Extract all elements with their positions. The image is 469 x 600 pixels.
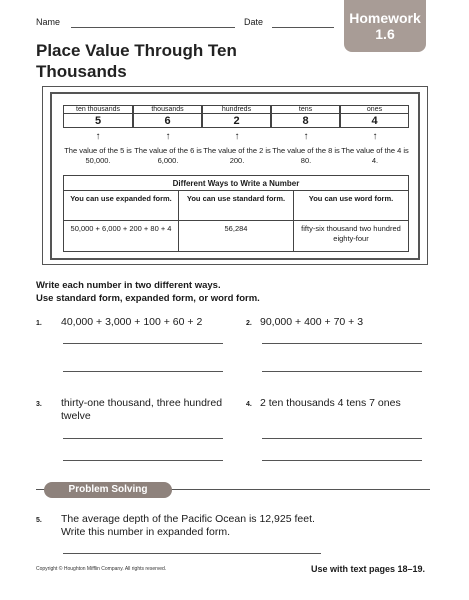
pv-digit-thousands: 6	[133, 114, 202, 128]
pv-header-ones: ones	[340, 105, 409, 114]
pv-digit-hundreds: 2	[202, 114, 271, 128]
pv-header-thousands: thousands	[133, 105, 202, 114]
up-arrow-icon: ↑	[95, 131, 101, 142]
problem-1-text: 40,000 + 3,000 + 100 + 60 + 2	[61, 316, 203, 328]
problem-1-answer-line-2[interactable]	[63, 371, 223, 372]
problem-solving-label: Problem Solving	[44, 482, 172, 498]
problem-1-answer-line-1[interactable]	[63, 343, 223, 344]
problem-2-text: 90,000 + 400 + 70 + 3	[260, 316, 364, 328]
ways-table-header-row	[64, 191, 408, 221]
ways-header-word: You can use word form.	[294, 191, 408, 221]
problem-2-answer-line-2[interactable]	[262, 371, 422, 372]
ways-header-standard: You can use standard form.	[179, 191, 294, 221]
page-title-line2: Thousands	[36, 62, 127, 81]
problem-5-answer-line[interactable]	[63, 553, 321, 554]
pv-note-ones: The value of the 4 is 4.	[341, 146, 409, 165]
pv-header-ten-thousands: ten thousands	[63, 105, 133, 114]
instructions-line2: Use standard form, expanded form, or word form.	[36, 293, 260, 304]
ways-to-write-table	[63, 175, 409, 252]
use-with-pages: Use with text pages 18–19.	[311, 564, 426, 574]
up-arrow-icon: ↑	[303, 131, 309, 142]
ways-table-title: Different Ways to Write a Number	[64, 176, 408, 191]
pv-note-ten-thousands: The value of the 5 is 50,000.	[64, 146, 132, 165]
ways-value-standard: 56,284	[179, 221, 294, 251]
problem-2-answer-line-1[interactable]	[262, 343, 422, 344]
name-label: Name	[36, 17, 61, 27]
pv-digit-ten-thousands: 5	[63, 114, 133, 128]
page-title	[36, 40, 336, 82]
ways-value-expanded: 50,000 + 6,000 + 200 + 80 + 4	[64, 221, 179, 251]
problem-3-answer-line-2[interactable]	[63, 460, 223, 461]
problem-5-text	[61, 513, 315, 539]
problem-3-text-line2: twelve	[61, 410, 91, 422]
instructions	[36, 279, 260, 305]
up-arrow-icon: ↑	[372, 131, 378, 142]
ways-value-word: fifty-six thousand two hundred eighty-four	[301, 224, 401, 243]
problem-5-text-line2: Write this number in expanded form.	[61, 526, 231, 538]
pv-header-hundreds: hundreds	[202, 105, 271, 114]
problem-3-text-line1: thirty-one thousand, three hundred	[61, 397, 223, 409]
problem-3-number: 3.	[36, 401, 42, 408]
problem-5-number: 5.	[36, 517, 42, 524]
copyright-notice: Copyright © Houghton Mifflin Company. All rights reserved.	[36, 566, 167, 572]
problem-5-text-line1: The average depth of the Pacific Ocean is 12,925 feet.	[61, 513, 315, 525]
up-arrow-icon: ↑	[165, 131, 171, 142]
instructions-line1: Write each number in two different ways.	[36, 280, 221, 291]
pv-digit-ones: 4	[340, 114, 409, 128]
pv-header-tens: tens	[271, 105, 340, 114]
up-arrow-icon: ↑	[234, 131, 240, 142]
ways-header-expanded: You can use expanded form.	[64, 191, 179, 221]
pv-note-thousands: The value of the 6 is 6,000.	[134, 146, 202, 165]
problem-4-answer-line-1[interactable]	[262, 438, 422, 439]
homework-badge-number: 1.6	[375, 26, 395, 42]
problem-4-answer-line-2[interactable]	[262, 460, 422, 461]
problem-4-number: 4.	[246, 401, 252, 408]
problem-4-text: 2 ten thousands 4 tens 7 ones	[260, 397, 401, 409]
pv-note-tens: The value of the 8 is 80.	[272, 146, 340, 165]
problem-3-answer-line-1[interactable]	[63, 438, 223, 439]
date-line[interactable]	[272, 27, 334, 28]
ways-table-value-row	[64, 221, 408, 251]
pv-digit-tens: 8	[271, 114, 340, 128]
problem-1-number: 1.	[36, 320, 42, 327]
problem-3-text	[61, 397, 222, 423]
problem-2-number: 2.	[246, 320, 252, 327]
problem-solving-banner	[36, 482, 430, 498]
homework-badge	[344, 0, 426, 52]
page-title-line1: Place Value Through Ten	[36, 41, 237, 60]
date-label: Date	[244, 17, 264, 27]
homework-badge-label: Homework	[349, 10, 421, 26]
name-line[interactable]	[71, 27, 235, 28]
pv-note-hundreds: The value of the 2 is 200.	[203, 146, 271, 165]
